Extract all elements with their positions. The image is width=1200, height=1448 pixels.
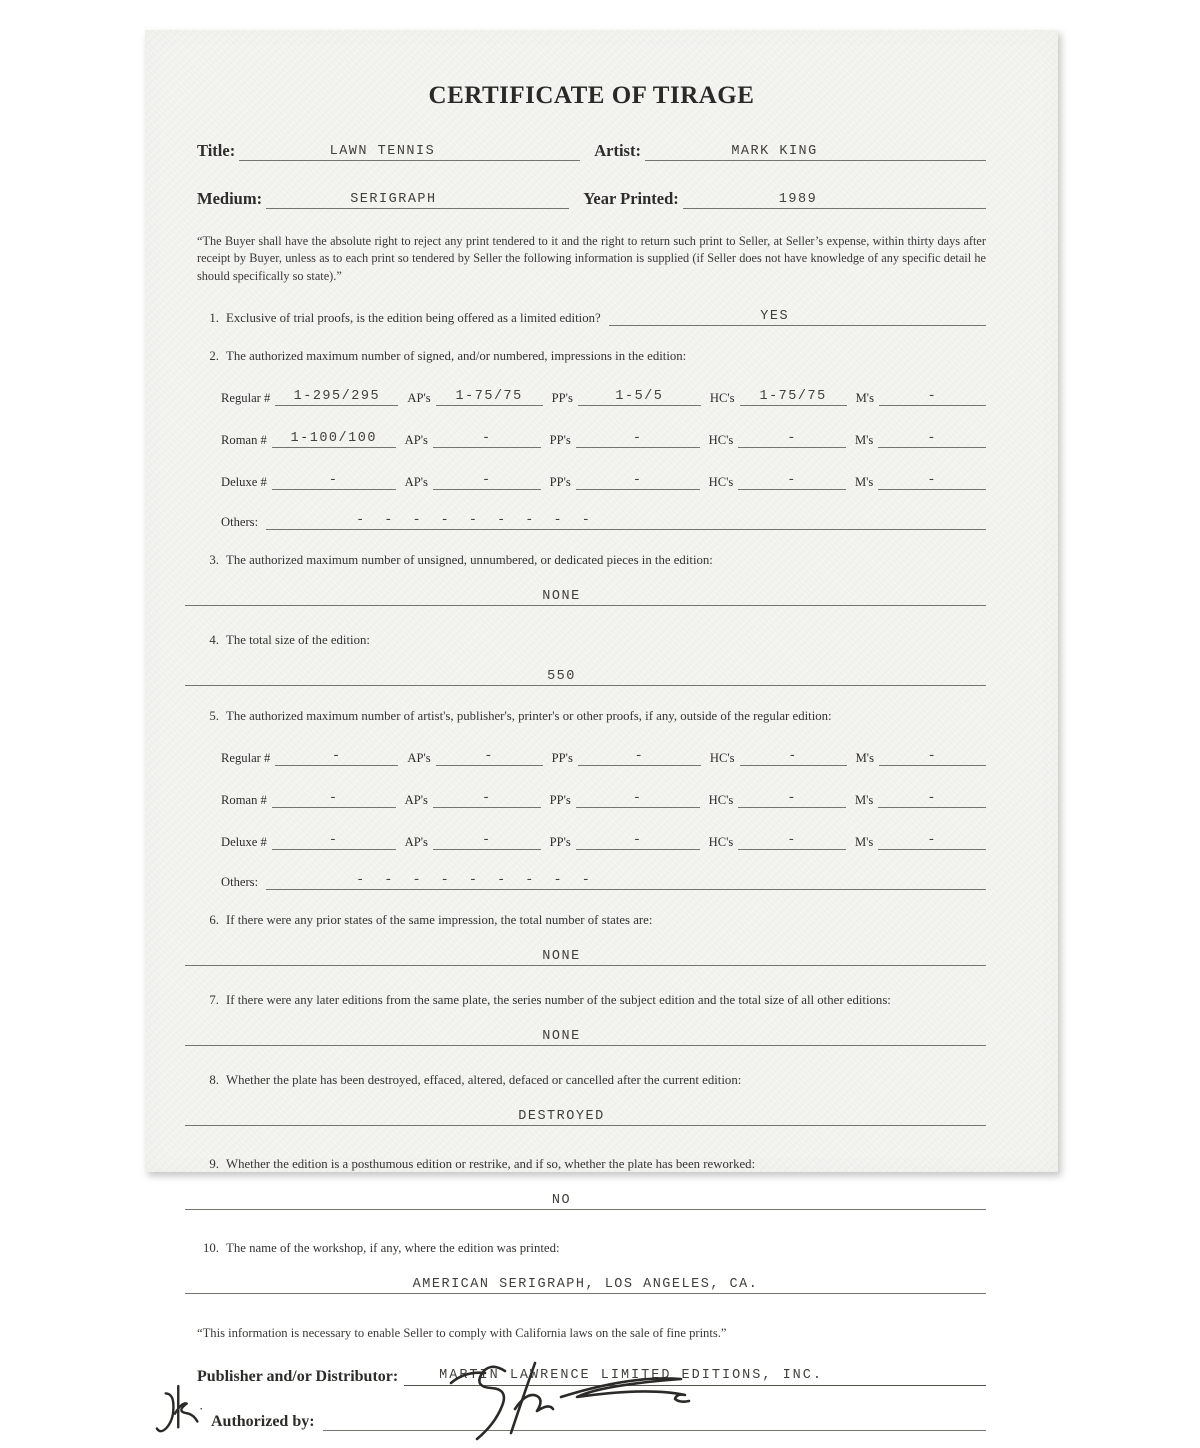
- q2-regular-aps: 1-75/75: [455, 389, 523, 405]
- year-printed-value: 1989: [778, 192, 818, 207]
- header-row-medium-year: [197, 188, 986, 209]
- question-3-number: 3.: [209, 553, 219, 568]
- aps-label: AP's: [404, 835, 428, 850]
- question-6: [197, 913, 986, 928]
- year-printed-field-line: [683, 188, 986, 209]
- q2-regular-ms: -: [927, 389, 938, 405]
- ink-dot: ·: [199, 1401, 204, 1417]
- artist-field-line: [645, 140, 986, 161]
- q2-others-value: - - - - - - - - -: [356, 513, 596, 529]
- publisher-label: Publisher and/or Distributor:: [197, 1368, 399, 1386]
- q5-row-roman: [221, 790, 986, 808]
- q2-deluxe-value: -: [328, 473, 339, 489]
- q5-others-row: [221, 872, 986, 890]
- ms-label: M's: [854, 793, 874, 808]
- hcs-label: HC's: [708, 475, 734, 490]
- question-6-number: 6.: [209, 913, 219, 928]
- question-10: [197, 1241, 986, 1256]
- question-9-answer: NO: [551, 1193, 572, 1209]
- aps-label: AP's: [404, 793, 428, 808]
- question-5-number: 5.: [209, 709, 219, 724]
- q2-regular-hcs: 1-75/75: [759, 389, 827, 405]
- q2-row-regular: [221, 388, 986, 406]
- question-4-answer-line: [185, 666, 986, 686]
- hcs-label: HC's: [708, 793, 734, 808]
- question-10-number: 10.: [203, 1241, 219, 1256]
- hcs-label: HC's: [709, 751, 735, 766]
- header-row-title-artist: [197, 140, 986, 161]
- regular-row-label: Regular #: [221, 751, 271, 766]
- publisher-field-line: [404, 1365, 986, 1386]
- ms-label: M's: [854, 433, 874, 448]
- others-label: Others:: [221, 875, 259, 890]
- document-title: CERTIFICATE OF TIRAGE: [428, 82, 755, 109]
- q5-roman-ms: -: [927, 791, 937, 807]
- q5-regular-pps: -: [634, 749, 645, 765]
- question-6-answer-line: [185, 946, 986, 966]
- question-3-text: The authorized maximum number of unsigned, unnumbered, or dedicated pieces in the edition:: [226, 553, 713, 568]
- question-1-number: 1.: [209, 311, 219, 326]
- q5-roman-value: -: [328, 791, 339, 807]
- q5-row-regular: [221, 748, 986, 766]
- question-2-text: The authorized maximum number of signed, and/or numbered, impressions in the edition:: [226, 349, 687, 364]
- q2-roman-pps: -: [632, 431, 643, 447]
- question-7: [197, 993, 986, 1008]
- authorized-row: [197, 1401, 986, 1431]
- question-7-answer-line: [185, 1026, 986, 1046]
- title-value: LAWN TENNIS: [329, 144, 436, 159]
- question-3-answer-line: [185, 586, 986, 606]
- q2-roman-value: 1-100/100: [290, 431, 377, 447]
- question-6-answer: NONE: [542, 949, 581, 965]
- aps-label: AP's: [407, 391, 431, 406]
- ms-label: M's: [854, 835, 874, 850]
- buyer-rights-disclaimer: “The Buyer shall have the absolute right to reject any print tendered to it and the right to return such print to Seller, at Seller’s expense, within thirty days after receipt by Buyer, unless as to each print so tendered by Seller the following information is supplied (if Seller does not have knowledge of any specific detail he should specifically so state).”: [197, 234, 986, 283]
- q5-regular-hcs: -: [788, 749, 798, 765]
- artist-label: Artist:: [594, 141, 641, 160]
- question-1-text: Exclusive of trial proofs, is the edition being offered as a limited edition?: [226, 311, 601, 326]
- q2-deluxe-hcs: -: [787, 473, 797, 489]
- question-9: [197, 1157, 986, 1172]
- q2-others-row: [221, 512, 986, 530]
- q2-deluxe-aps: -: [481, 473, 492, 489]
- question-6-text: If there were any prior states of the same impression, the total number of states are:: [226, 913, 653, 928]
- artist-value: MARK KING: [731, 144, 818, 159]
- question-7-text: If there were any later editions from the same plate, the series number of the subject edition and the total size of all other editions:: [226, 993, 891, 1008]
- question-10-text: The name of the workshop, if any, where the edition was printed:: [226, 1241, 560, 1256]
- q5-regular-aps: -: [484, 749, 494, 765]
- question-8-number: 8.: [209, 1073, 219, 1088]
- question-9-answer-line: [185, 1190, 986, 1210]
- question-10-answer: AMERICAN SERIGRAPH, LOS ANGELES, CA.: [412, 1277, 759, 1293]
- question-5-text: The authorized maximum number of artist's, publisher's, printer's or other proofs, if any, outside of the regular edition:: [226, 709, 832, 724]
- question-8-answer: DESTROYED: [518, 1109, 605, 1125]
- question-2: [197, 349, 986, 364]
- deluxe-row-label: Deluxe #: [221, 475, 267, 490]
- hcs-label: HC's: [708, 835, 734, 850]
- ms-label: M's: [855, 391, 874, 406]
- question-7-answer: NONE: [542, 1029, 581, 1045]
- title-field-line: [239, 140, 580, 161]
- q5-roman-aps: -: [481, 791, 492, 807]
- roman-row-label: Roman #: [221, 433, 267, 448]
- q5-roman-hcs: -: [787, 791, 797, 807]
- medium-value: SERIGRAPH: [350, 192, 437, 207]
- aps-label: AP's: [404, 433, 428, 448]
- others-label: Others:: [221, 515, 259, 530]
- authorized-by-label: Authorized by:: [211, 1413, 315, 1431]
- ms-label: M's: [855, 751, 874, 766]
- question-9-number: 9.: [209, 1157, 219, 1172]
- initials-jk-glyph: [145, 1382, 202, 1444]
- question-4-text: The total size of the edition:: [226, 633, 370, 648]
- q5-deluxe-value: -: [328, 833, 339, 849]
- california-law-note: “This information is necessary to enable Seller to comply with California laws on the sale of fine prints.”: [197, 1326, 727, 1341]
- question-8: [197, 1073, 986, 1088]
- question-2-number: 2.: [209, 349, 219, 364]
- regular-row-label: Regular #: [221, 391, 271, 406]
- q5-regular-value: -: [332, 749, 342, 765]
- hcs-label: HC's: [708, 433, 734, 448]
- question-3: [197, 553, 986, 568]
- question-4: [197, 633, 986, 648]
- question-3-answer: NONE: [542, 589, 581, 605]
- question-1: [197, 307, 986, 326]
- publisher-row: [197, 1365, 986, 1386]
- q5-deluxe-pps: -: [632, 833, 643, 849]
- question-9-text: Whether the edition is a posthumous edition or restrike, and if so, whether the plate has been reworked:: [226, 1157, 756, 1172]
- pps-label: PP's: [551, 391, 573, 406]
- aps-label: AP's: [404, 475, 428, 490]
- q2-regular-value: 1-295/295: [293, 389, 381, 405]
- certificate-page: [145, 30, 1058, 1431]
- question-8-text: Whether the plate has been destroyed, effaced, altered, defaced or cancelled after the current edition:: [226, 1073, 742, 1088]
- authorized-signature-line: [323, 1408, 986, 1431]
- question-7-number: 7.: [209, 993, 219, 1008]
- question-5: [197, 709, 986, 724]
- pps-label: PP's: [549, 793, 571, 808]
- medium-field-line: [266, 188, 569, 209]
- roman-row-label: Roman #: [221, 793, 267, 808]
- aps-label: AP's: [407, 751, 431, 766]
- year-printed-label: Year Printed:: [583, 189, 679, 208]
- question-4-number: 4.: [209, 633, 219, 648]
- q2-row-deluxe: [221, 472, 986, 490]
- title-label: Title:: [197, 141, 236, 160]
- deluxe-row-label: Deluxe #: [221, 835, 267, 850]
- q2-regular-pps: 1-5/5: [615, 389, 664, 405]
- medium-label: Medium:: [197, 189, 263, 208]
- q5-deluxe-hcs: -: [787, 833, 797, 849]
- q5-row-deluxe: [221, 832, 986, 850]
- q2-roman-aps: -: [481, 431, 492, 447]
- q2-roman-hcs: -: [787, 431, 797, 447]
- q2-row-roman: [221, 430, 986, 448]
- q2-deluxe-pps: -: [632, 473, 643, 489]
- question-4-answer: 550: [547, 669, 576, 685]
- pps-label: PP's: [549, 475, 571, 490]
- question-10-answer-line: [185, 1274, 986, 1294]
- handwritten-initials: [145, 1382, 203, 1448]
- q2-roman-ms: -: [927, 431, 937, 447]
- pps-label: PP's: [549, 835, 571, 850]
- q2-deluxe-ms: -: [927, 473, 937, 489]
- question-1-answer-line: [609, 307, 986, 326]
- q5-deluxe-ms: -: [927, 833, 937, 849]
- q5-deluxe-aps: -: [481, 833, 492, 849]
- q5-roman-pps: -: [632, 791, 643, 807]
- question-1-answer: YES: [760, 309, 790, 325]
- ms-label: M's: [854, 475, 874, 490]
- question-8-answer-line: [185, 1106, 986, 1126]
- hcs-label: HC's: [709, 391, 735, 406]
- pps-label: PP's: [549, 433, 571, 448]
- q5-regular-ms: -: [927, 749, 938, 765]
- pps-label: PP's: [551, 751, 573, 766]
- publisher-value: MARTIN LAWRENCE LIMITED EDITIONS, INC.: [439, 1368, 823, 1384]
- q5-others-value: - - - - - - - - -: [356, 873, 596, 889]
